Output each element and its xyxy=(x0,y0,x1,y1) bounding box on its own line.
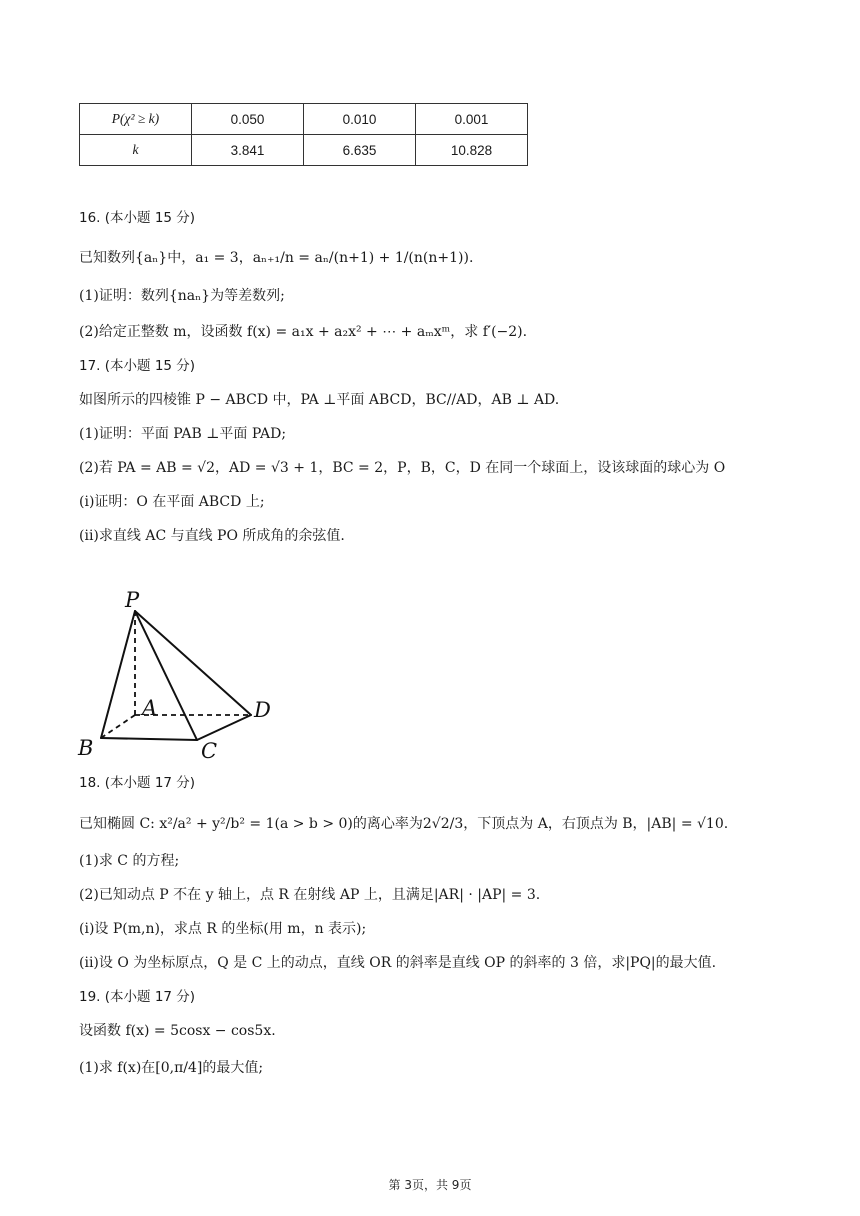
edge-CD xyxy=(197,715,251,740)
table-cell: 0.050 xyxy=(192,104,304,135)
pyramid-figure xyxy=(72,584,292,764)
question-18-part-2-ii: (ii)设 O 为坐标原点，Q 是 C 上的动点，直线 OR 的斜率是直线 OP 的斜率的 3 倍，求|PQ|的最大值. xyxy=(79,955,717,971)
question-17-part-2-i: (i)证明：O 在平面 ABCD 上; xyxy=(79,494,265,510)
table-cell: 0.001 xyxy=(416,104,528,135)
page-footer: 第 3页，共 9页 xyxy=(388,1178,472,1192)
question-16-title: 16. (本小题 15 分) xyxy=(79,210,196,226)
question-16-stem: 已知数列{aₙ}中，a₁ = 3，aₙ₊₁/n = aₙ/(n+1) + 1/(n(n+1)). xyxy=(79,250,474,266)
vertex-label-P: P xyxy=(125,588,140,612)
question-17-part-1: (1)证明：平面 PAB ⊥平面 PAD; xyxy=(79,426,287,442)
vertex-label-A: A xyxy=(142,696,158,720)
table-row xyxy=(80,135,528,166)
question-17-part-2: (2)若 PA = AB = √2，AD = √3 + 1，BC = 2，P，B，C，D 在同一个球面上，设该球面的球心为 O xyxy=(79,460,726,476)
vertex-label-B: B xyxy=(78,736,94,760)
question-16-part-2: (2)给定正整数 m，设函数 f(x) = a₁x + a₂x² + ⋯ + aₘxᵐ，求 f′(−2). xyxy=(79,324,528,340)
question-19-stem: 设函数 f(x) = 5cosx − cos5x. xyxy=(79,1023,276,1039)
question-19-part-1: (1)求 f(x)在[0,π/4]的最大值; xyxy=(79,1060,264,1076)
question-17-part-2-ii: (ii)求直线 AC 与直线 PO 所成角的余弦值. xyxy=(79,528,345,544)
vertex-label-D: D xyxy=(254,698,271,722)
table-cell: k xyxy=(80,135,192,166)
question-17-stem: 如图所示的四棱锥 P − ABCD 中，PA ⊥平面 ABCD，BC//AD，AB ⊥ AD. xyxy=(79,392,560,408)
chi-square-critical-table xyxy=(79,103,528,166)
question-18-stem: 已知椭圆 C: x²/a² + y²/b² = 1(a > b > 0)的离心率为2√2/3，下顶点为 A，右顶点为 B，|AB| = √10. xyxy=(79,816,729,832)
table-cell: P(χ² ≥ k) xyxy=(80,104,192,135)
vertex-label-C: C xyxy=(201,739,218,763)
question-18-part-2-i: (i)设 P(m,n)，求点 R 的坐标(用 m，n 表示); xyxy=(79,921,367,937)
table-cell: 10.828 xyxy=(416,135,528,166)
table-cell: 6.635 xyxy=(304,135,416,166)
table-row xyxy=(80,104,528,135)
table-cell: 0.010 xyxy=(304,104,416,135)
edge-BC xyxy=(101,738,197,740)
question-17-title: 17. (本小题 15 分) xyxy=(79,358,196,374)
edge-PB xyxy=(101,611,135,738)
question-18-part-1: (1)求 C 的方程; xyxy=(79,853,180,869)
edge-PC xyxy=(135,611,197,740)
question-18-part-2: (2)已知动点 P 不在 y 轴上，点 R 在射线 AP 上，且满足|AR| · |AP| = 3. xyxy=(79,887,541,903)
question-18-title: 18. (本小题 17 分) xyxy=(79,775,196,791)
question-16-part-1: (1)证明：数列{naₙ}为等差数列; xyxy=(79,288,285,304)
table-cell: 3.841 xyxy=(192,135,304,166)
question-19-title: 19. (本小题 17 分) xyxy=(79,989,196,1005)
